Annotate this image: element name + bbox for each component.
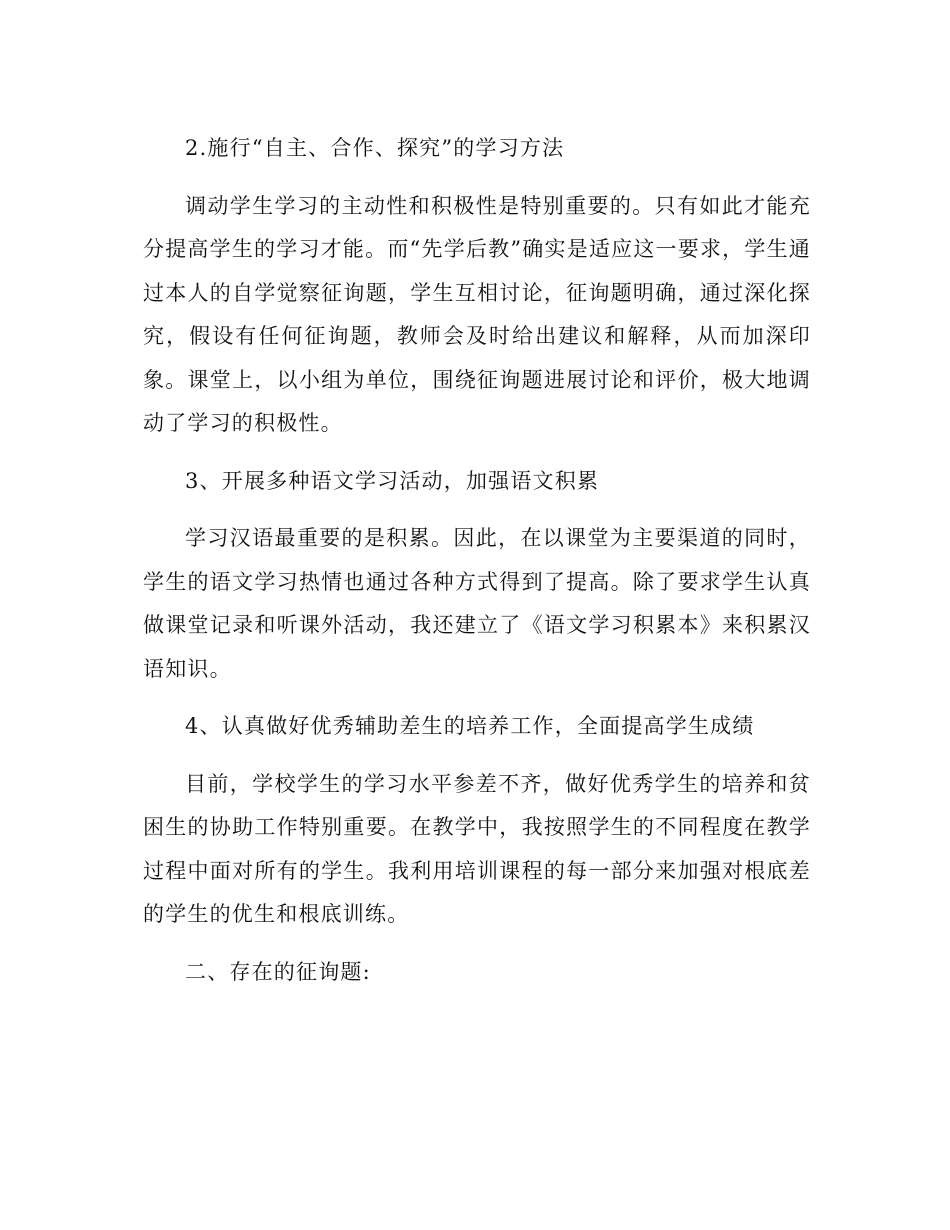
section-heading-4: 4、认真做好优秀辅助差生的培养工作，全面提高学生成绩 — [185, 714, 755, 738]
section-heading-2: 2.施行“自主、合作、探究”的学习方法 — [185, 136, 565, 160]
section-heading-3: 3、开展多种语文学习活动，加强语文积累 — [185, 468, 600, 493]
paragraph-3-body: 学习汉语最重要的是积累。因此，在以课堂为主要渠道的同时，学生的语文学习热情也通过各种方式得到了提高。除了要求学生认真做课堂记录和听课外活动，我还建立了《语文学习积累本》来积累汉语知识。 — [143, 526, 811, 681]
document-body — [143, 127, 811, 1008]
paragraph-4-body: 目前，学校学生的学习水平参差不齐，做好优秀学生的培养和贫困生的协助工作特别重要。在教学中，我按照学生的不同程度在教学过程中面对所有的学生。我利用培训课程的每一部分来加强对根底差的学生的优生和根底训练。 — [143, 771, 811, 926]
section-heading-problems: 二、存在的征询题: — [185, 959, 371, 984]
paragraph-2-body: 调动学生学习的主动性和积极性是特别重要的。只有如此才能充分提高学生的学习才能。而“先学后教”确实是适应这一要求，学生通过本人的自学觉察征询题，学生互相讨论，征询题明确，通过深化探究，假设有任何征询题，教师会及时给出建议和解释，从而加深印象。课堂上，以小组为单位，围绕征询题进展讨论和评价，极大地调动了学习的积极性。 — [143, 193, 811, 435]
